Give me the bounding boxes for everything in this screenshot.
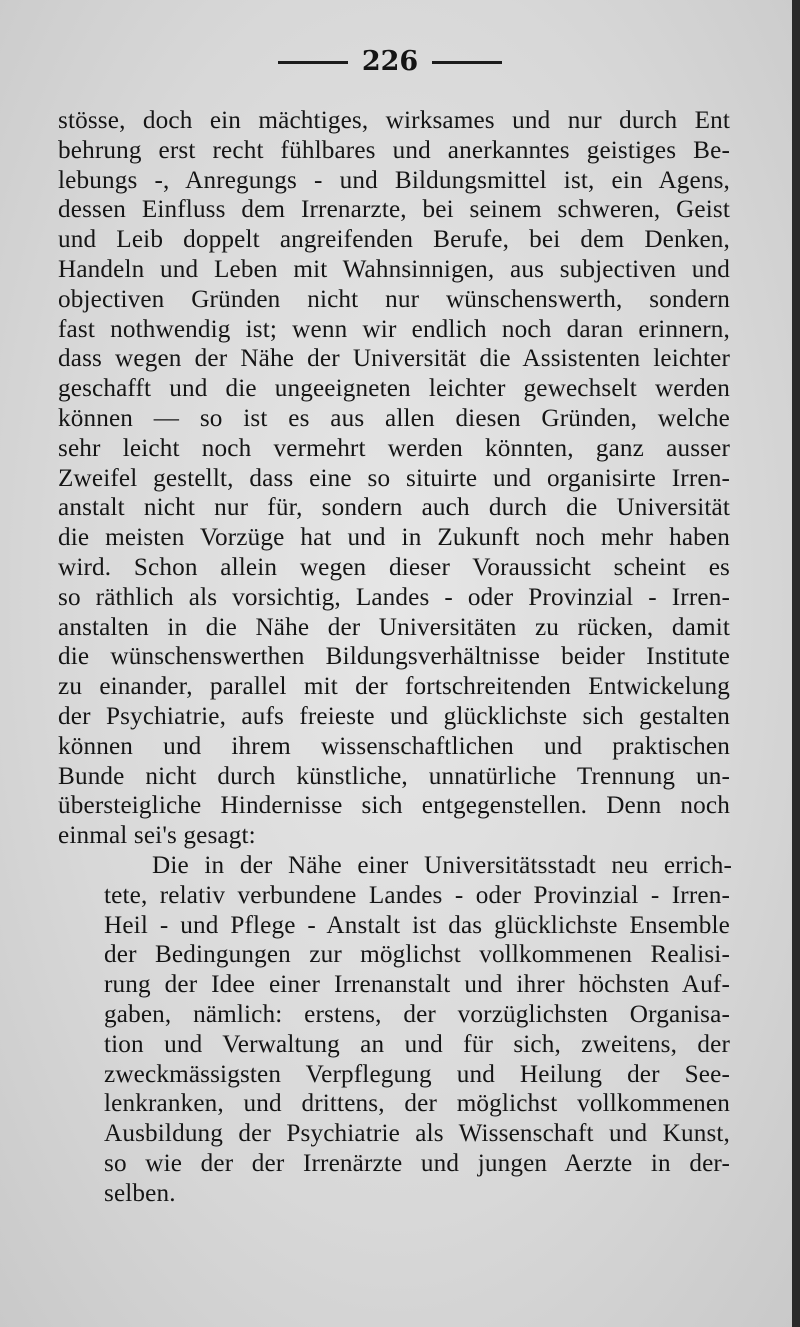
text-line: können — so ist es aus allen diesen Gründen, welche xyxy=(58,404,730,432)
text-line: sehr leicht noch vermehrt werden könnten, ganz ausser xyxy=(58,434,730,462)
text-line: Die in der Nähe einer Universitätsstadt neu errich- xyxy=(152,851,732,879)
text-line: selben. xyxy=(104,1179,176,1207)
body-text xyxy=(58,106,730,1208)
text-line: Ausbildung der Psychiatrie als Wissenschaft und Kunst, xyxy=(104,1120,730,1148)
text-line: behrung erst recht fühlbares und anerkanntes geistiges Be- xyxy=(58,136,730,164)
text-line: Heil - und Pflege - Anstalt ist das glücklichste Ensemble xyxy=(104,911,730,939)
text-line: der Psychiatrie, aufs freieste und glücklichste sich gestalten xyxy=(58,702,730,730)
text-line: Bunde nicht durch künstliche, unnatürliche Trennung un- xyxy=(58,762,730,790)
text-line: tion und Verwaltung an und für sich, zweitens, der xyxy=(104,1030,730,1058)
text-line: wird. Schon allein wegen dieser Voraussicht scheint es xyxy=(58,553,730,581)
page-header xyxy=(0,46,780,86)
text-line: anstalten in die Nähe der Universitäten zu rücken, damit xyxy=(58,613,730,641)
paragraph-1 xyxy=(58,106,730,851)
text-line: einmal sei's gesagt: xyxy=(58,822,256,850)
text-line: zu einander, parallel mit der fortschreitenden Entwickelung xyxy=(58,673,730,701)
header-rule-right xyxy=(432,61,502,64)
paragraph-2 xyxy=(58,851,730,1209)
text-line: dessen Einfluss dem Irrenarzte, bei seinem schweren, Geist xyxy=(58,196,730,224)
page-number: 226 xyxy=(361,46,419,77)
text-line: lenkranken, und drittens, der möglichst vollkommenen xyxy=(104,1090,730,1118)
text-line: die wünschenswerthen Bildungsverhältnisse beider Institute xyxy=(58,643,730,671)
text-line: übersteigliche Hindernisse sich entgegenstellen. Denn noch xyxy=(58,792,730,820)
text-line: Handeln und Leben mit Wahnsinnigen, aus subjectiven und xyxy=(58,255,730,283)
text-line: anstalt nicht nur für, sondern auch durch die Universität xyxy=(58,494,730,522)
text-line: gaben, nämlich: erstens, der vorzüglichsten Organisa- xyxy=(104,1000,730,1028)
text-line: können und ihrem wissenschaftlichen und praktischen xyxy=(58,732,730,760)
text-line: und Leib doppelt angreifenden Berufe, bei dem Denken, xyxy=(58,226,730,254)
text-line: rung der Idee einer Irrenanstalt und ihrer höchsten Auf- xyxy=(104,971,730,999)
text-line: geschafft und die ungeeigneten leichter gewechselt werden xyxy=(58,375,730,403)
text-line: tete, relativ verbundene Landes - oder Provinzial - Irren- xyxy=(104,881,730,909)
text-line: fast nothwendig ist; wenn wir endlich noch daran erinnern, xyxy=(58,315,730,343)
text-line: so wie der der Irrenärzte und jungen Aerzte in der- xyxy=(104,1149,730,1177)
header-rule-left xyxy=(278,61,348,64)
text-line: stösse, doch ein mächtiges, wirksames und nur durch Ent xyxy=(58,107,730,134)
text-line: objectiven Gründen nicht nur wünschenswerth, sondern xyxy=(58,285,730,313)
text-line: dass wegen der Nähe der Universität die Assistenten leichter xyxy=(58,345,730,373)
text-line: die meisten Vorzüge hat und in Zukunft noch mehr haben xyxy=(58,524,730,552)
text-line: zweckmässigsten Verpflegung und Heilung der See- xyxy=(104,1060,730,1088)
text-line: lebungs -, Anregungs - und Bildungsmittel ist, ein Agens, xyxy=(58,166,730,194)
text-line: der Bedingungen zur möglichst vollkommenen Realisi- xyxy=(104,941,730,969)
text-line: Zweifel gestellt, dass eine so situirte und organisirte Irren- xyxy=(58,464,730,492)
text-line: so räthlich als vorsichtig, Landes - oder Provinzial - Irren- xyxy=(58,583,730,611)
